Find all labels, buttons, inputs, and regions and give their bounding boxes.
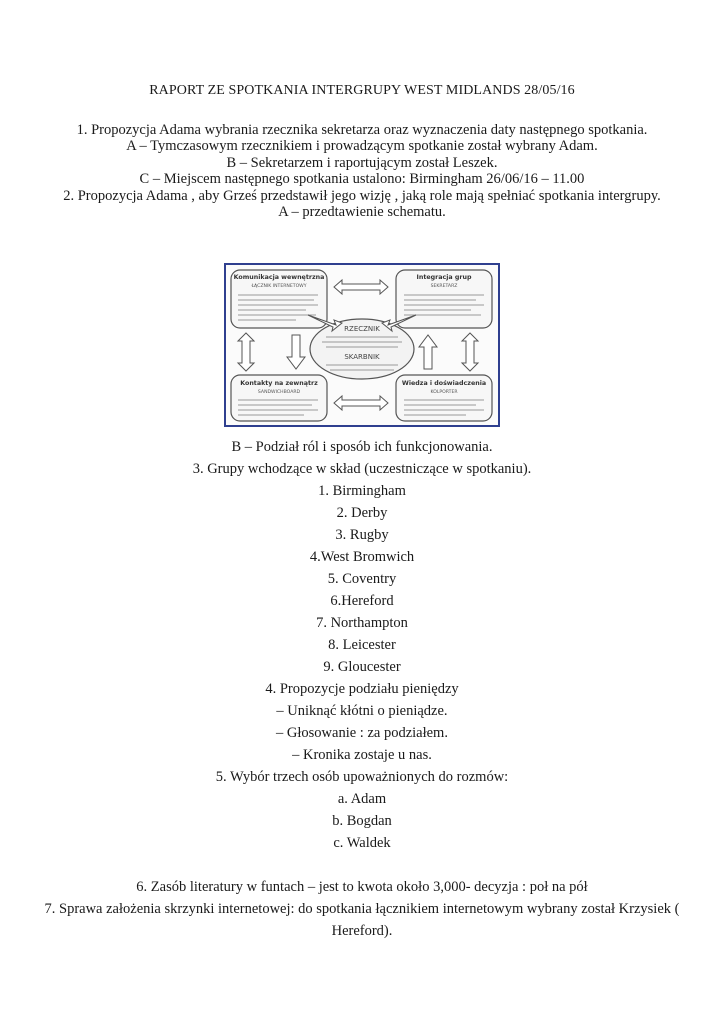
top-right-title: Integracja grup [416,274,472,281]
roles-diagram [226,265,498,425]
group-8: 8. Leicester [328,637,396,653]
bottom-double-arrow [334,396,388,410]
item-5a: a. Adam [337,791,387,807]
group-9: 9. Gloucester [323,659,401,675]
item-6: 6. Zasób literatury w funtach – jest to kwota około 3,000- decyzja : poł na pół [136,879,588,895]
bottom-left-title: Kontakty na zewnątrz [240,380,318,387]
agenda-items-1-2 [40,122,684,220]
item-1c: C – Miejscem następnego spotkania ustalono: Birmingham 26/06/16 – 11.00 [139,171,585,188]
report-title: RAPORT ZE SPOTKANIA INTERGRUPY WEST MIDLANDS 28/05/16 [149,83,575,98]
item-1: 1. Propozycja Adama wybrania rzecznika sekretarza oraz wyznaczenia daty następnego spotkania. [76,122,648,138]
item-4-point-2: – Głosowanie : za podziałem. [276,725,448,741]
bottom-right-sub: KOLPORTER [430,390,458,395]
item-4: 4. Propozycje podziału pieniędzy [265,681,459,697]
bottom-left-sub: SANDWICHBOARD [257,390,301,395]
group-3: 3. Rugby [335,527,389,543]
right-inner-arrow [419,335,437,369]
center-bottom-label: SKARBNIK [344,353,380,361]
item-5b: b. Bogdan [332,813,392,829]
roles-diagram-image [224,263,500,427]
item-4-point-1: – Uniknąć kłótni o pieniądze. [276,703,448,719]
item-4-point-3: – Kronika zostaje u nas. [292,747,432,763]
group-5: 5. Coventry [327,571,397,587]
top-left-title: Komunikacja wewnętrzna [233,274,325,281]
top-left-sub: ŁĄCZNIK INTERNETOWY [251,284,307,289]
group-2: 2. Derby [336,505,388,521]
item-2: 2. Propozycja Adama , aby Grześ przedstawił jego wizję , jaką role mają spełniać spotkania intergrupy. [63,187,661,204]
top-right-sub: SEKRETARZ [430,284,458,289]
item-5c: c. Waldek [333,835,391,851]
left-inner-arrow [287,335,305,369]
item-2a: A – przedtawienie schematu. [278,204,446,221]
group-6: 6.Hereford [330,593,394,609]
agenda-items-6-7 [40,876,684,942]
group-1: 1. Birmingham [318,483,406,499]
item-1a: A – Tymczasowym rzecznikiem i prowadzącym spotkanie został wybrany Adam. [126,138,598,155]
center-top-label: RZECZNIK [344,325,380,333]
item-2b: B – Podział ról i sposób ich funkcjonowania. [231,439,493,455]
item-7: 7. Sprawa założenia skrzynki internetowej: do spotkania łącznikiem internetowym wybrany został Krzysiek ( Hereford). [44,901,680,939]
item-3: 3. Grupy wchodzące w skład (uczestniczące w spotkaniu). [192,461,532,477]
left-double-arrow [238,333,254,371]
group-4: 4.West Bromwich [309,549,415,565]
item-5: 5. Wybór trzech osób upoważnionych do rozmów: [215,769,509,785]
right-double-arrow [462,333,478,371]
top-double-arrow [334,280,388,294]
agenda-items-2b-5 [40,436,684,854]
bottom-right-title: Wiedza i doświadczenia [401,380,487,387]
group-7: 7. Northampton [316,615,408,631]
item-1b: B – Sekretarzem i raportującym został Leszek. [226,154,498,171]
